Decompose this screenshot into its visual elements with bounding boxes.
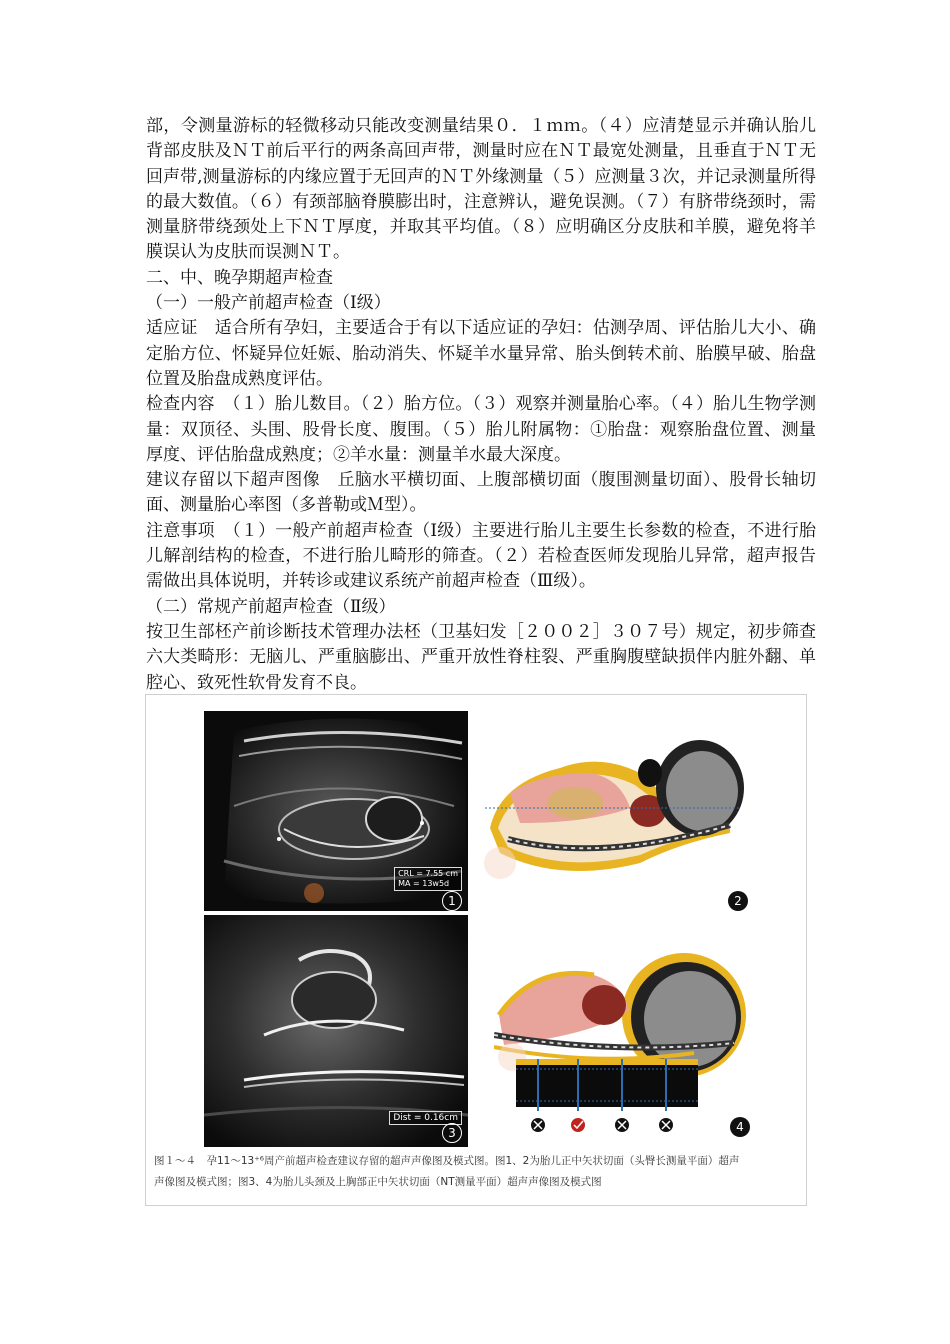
paragraph-saved-images: 建议存留以下超声图像 丘脑水平横切面、上腹部横切面（腹围测量切面）、股骨长轴切面、测量胎心率图（多普勒或Ｍ型）。 [146, 470, 816, 516]
dist-measurement-label: Dist = 0.16cm [389, 1111, 462, 1125]
subsection-heading-level1: （一）一般产前超声检查（Ⅰ级） [146, 293, 391, 314]
figure-caption [154, 1151, 802, 1193]
caption-line-1: 图１～４ 孕11～13⁺⁶周产前超声检查建议存留的超声声像图及模式图。图1、2为胎儿正中矢状切面（头臀长测量平面）超声 [154, 1155, 740, 1167]
ultrasound-image-1 [204, 711, 468, 911]
paragraph-notes: 注意事项 （１）一般产前超声检查（Ⅰ级）主要进行胎儿主要生长参数的检查，不进行胎儿解剖结构的检查，不进行胎儿畸形的筛查。（２）若检查医师发现胎儿异常，超声报告需做出具体说明，并转诊或建议系统产前超声检查（Ⅲ级）。 [146, 520, 816, 592]
paragraph-indications: 适应证 适合所有孕妇，主要适合于有以下适应证的孕妇：估测孕周、评估胎儿大小、确定胎方位、怀疑异位妊娠、胎动消失、怀疑羊水量异常、胎头倒转术前、胎膜早破、胎盘位置及胎盘成熟度评估。 [146, 318, 816, 389]
crl-measurement-label [394, 867, 462, 891]
paragraph-regulation: 按卫生部柸产前诊断技术管理办法柸（卫基妇发［２００２］３０７号）规定，初步筛查六大类畸形：无脑儿、严重脑膨出、严重开放性脊柱裂、严重胸腹壁缺损伴内脏外翻、单腔心、致死性软骨发育不良。 [146, 621, 816, 693]
figure-number-4: 4 [730, 1117, 750, 1137]
schematic-diagram-2 [480, 713, 760, 913]
ma-value: MA = 13w5d [398, 879, 450, 888]
figure-ultrasound [145, 694, 807, 1206]
schematic-diagram-4 [494, 935, 764, 1135]
figure-number-2: 2 [728, 891, 748, 911]
ultrasound-image-3 [204, 915, 468, 1147]
section-heading-mid-late: 二、中、晚孕期超声检查 [146, 267, 333, 288]
subsection-heading-level2: （二）常规产前超声检查（Ⅱ级） [146, 596, 396, 617]
figure-number-1: 1 [442, 891, 462, 911]
body-text [146, 114, 816, 696]
paragraph-exam-content: 检查内容 （１）胎儿数目。（２）胎方位。（３）观察并测量胎心率。（４）胎儿生物学测量：双顶径、头围、股骨长度、腹围。（５）胎儿附属物：①胎盘：观察胎盘位置、测量厚度、评估胎盘成熟度；②羊水量：测量羊水最大深度。 [146, 394, 816, 465]
figure-number-3: 3 [442, 1123, 462, 1143]
paragraph-nt-measurement: 部，令测量游标的轻微移动只能改变测量结果０．１ｍｍ。（４）应清楚显示并确认胎儿背部皮肤及ＮＴ前后平行的两条高回声带，测量时应在ＮＴ最宽处测量，且垂直于ＮＴ无回声带,测量游标的内缘应置于无回声的ＮＴ外缘测量（５）应测量３次，并记录测量所得的最大数值。（６）有颈部脑脊膜膨出时，注意辨认，避免误测。（７）有脐带绕颈时，需测量脐带绕颈处上下ＮＴ厚度，并取其平均值。（８）应明确区分皮肤和羊膜，避免将羊膜误认为皮肤而误测ＮＴ。 [146, 116, 816, 263]
caption-line-2: 声像图及模式图；图3、4为胎儿头颈及上胸部正中矢状切面（NT测量平面）超声声像图及模式图 [154, 1176, 602, 1188]
crl-value: CRL = 7.55 cm [398, 869, 458, 878]
